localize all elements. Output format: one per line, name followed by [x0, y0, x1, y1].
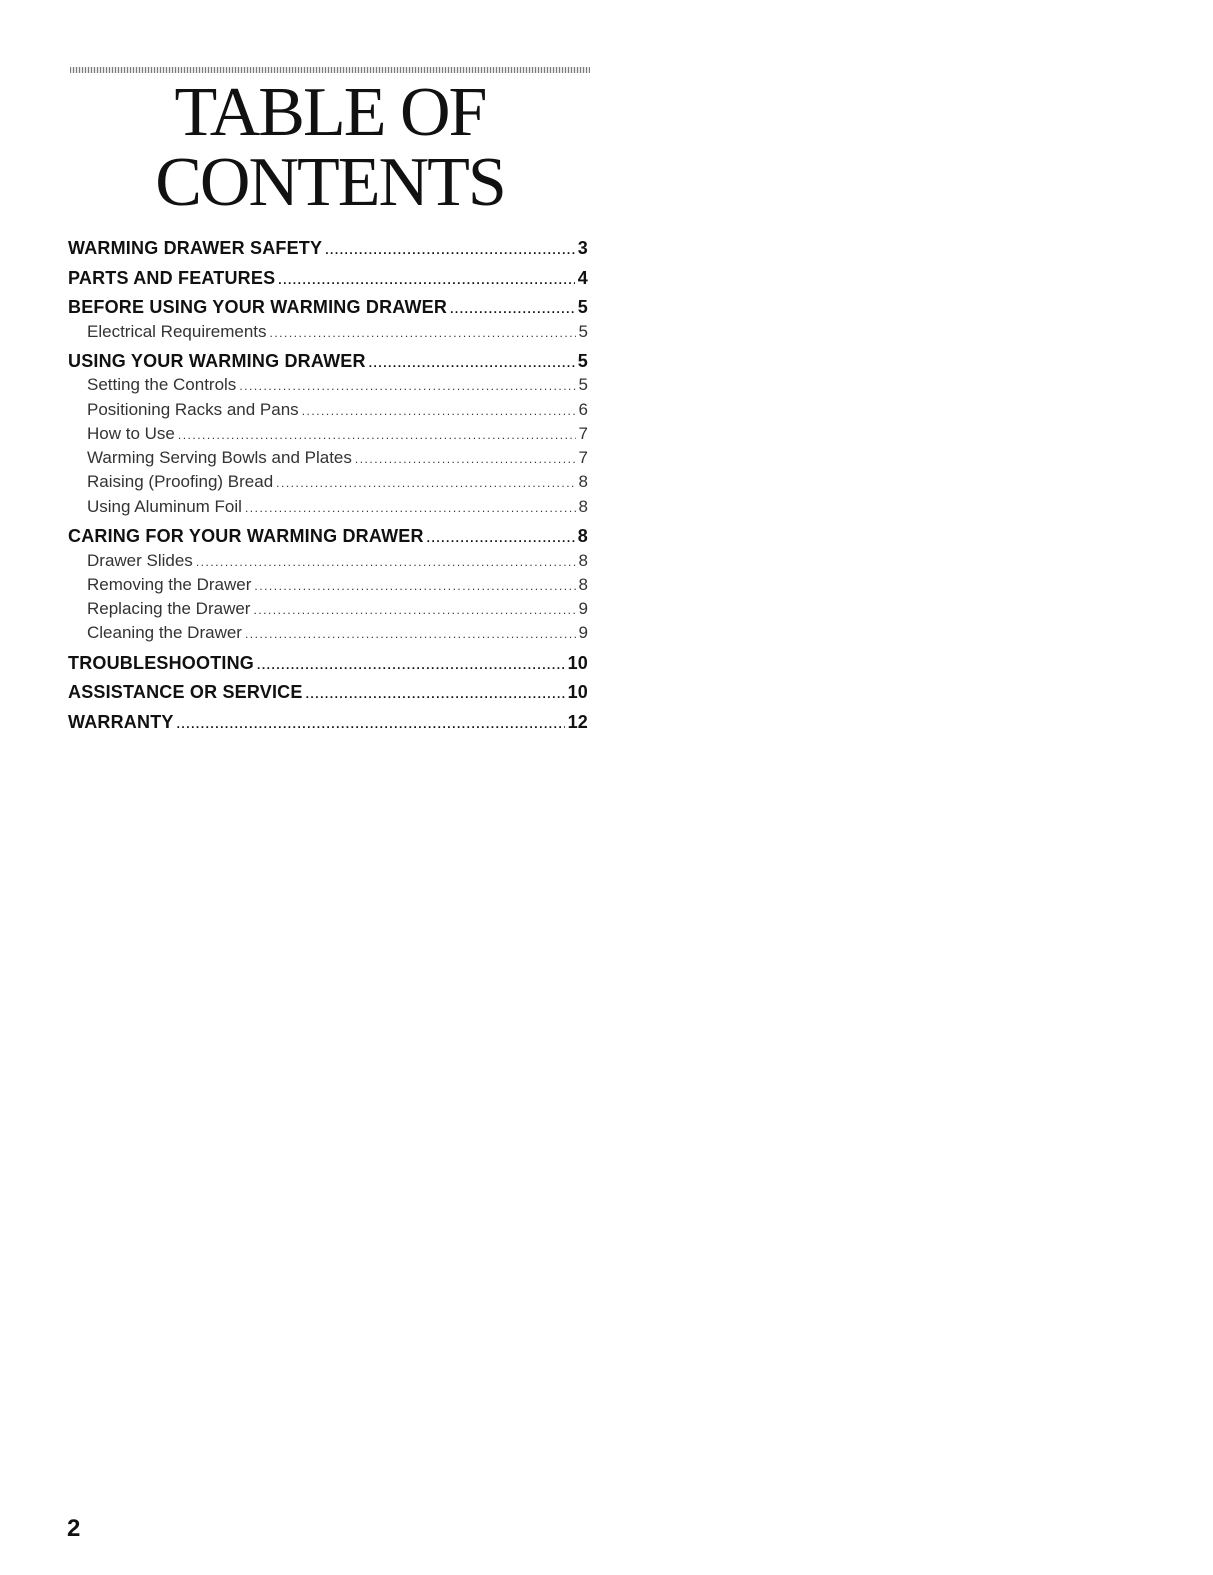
- toc-entry-page: 6: [578, 399, 588, 419]
- toc-section-entry: [68, 710, 588, 735]
- toc-dot-leader: [245, 496, 576, 519]
- toc-dot-leader: [245, 622, 576, 645]
- toc-dot-leader: [239, 374, 575, 397]
- toc-entry-label: Positioning Racks and Pans: [87, 399, 299, 419]
- toc-entry-page: 10: [567, 682, 588, 703]
- toc-entry-label: USING YOUR WARMING DRAWER: [68, 350, 366, 371]
- page-number: 2: [67, 1515, 81, 1542]
- toc-subsection-entry: [68, 549, 588, 573]
- toc-entry-label: Raising (Proofing) Bread: [87, 472, 274, 492]
- toc-entry-page: 10: [567, 652, 588, 673]
- toc-entry-label: PARTS AND FEATURES: [68, 267, 276, 288]
- toc-entry-label: Warming Serving Bowls and Plates: [87, 448, 352, 468]
- toc-dot-leader: [177, 712, 565, 735]
- toc-entry-label: How to Use: [87, 423, 175, 443]
- toc-subsection-entry: [68, 446, 588, 470]
- toc-subsection-entry: [68, 573, 588, 597]
- toc-subsection-entry: [68, 398, 588, 422]
- toc-entry-label: ASSISTANCE OR SERVICE: [68, 682, 303, 703]
- toc-section-entry: [68, 524, 588, 549]
- decorative-top-rule: [70, 67, 590, 73]
- toc-section-entry: [68, 295, 588, 320]
- toc-entry-label: Setting the Controls: [87, 375, 237, 395]
- toc-subsection-entry: [68, 470, 588, 494]
- page-title: [70, 74, 590, 221]
- toc-entry-label: Cleaning the Drawer: [87, 623, 242, 643]
- table-of-contents: [68, 236, 588, 734]
- toc-dot-leader: [254, 574, 575, 597]
- toc-entry-label: Replacing the Drawer: [87, 599, 251, 619]
- toc-section-entry: [68, 236, 588, 261]
- toc-entry-page: 8: [578, 472, 588, 492]
- toc-dot-leader: [253, 598, 575, 621]
- toc-subsection-entry: [68, 320, 588, 344]
- toc-dot-leader: [355, 447, 576, 470]
- toc-dot-leader: [196, 550, 576, 573]
- toc-subsection-entry: [68, 373, 588, 397]
- toc-entry-label: WARRANTY: [68, 711, 174, 732]
- toc-entry-page: 5: [577, 297, 588, 317]
- toc-entry-page: 7: [578, 448, 588, 468]
- toc-section-entry: [68, 349, 588, 374]
- toc-entry-page: 9: [578, 599, 588, 619]
- toc-entry-label: Removing the Drawer: [87, 574, 252, 594]
- toc-subsection-entry: [68, 597, 588, 621]
- toc-dot-leader: [276, 471, 575, 494]
- toc-entry-page: 8: [578, 574, 588, 594]
- toc-entry-page: 5: [578, 375, 588, 395]
- toc-dot-leader: [306, 682, 565, 705]
- toc-entry-label: Drawer Slides: [87, 550, 193, 570]
- toc-subsection-entry: [68, 422, 588, 446]
- page-title-line-2: CONTENTS: [155, 144, 505, 221]
- toc-subsection-entry: [68, 495, 588, 519]
- toc-subsection-entry: [68, 621, 588, 645]
- toc-entry-page: 8: [577, 526, 588, 547]
- toc-dot-leader: [178, 423, 576, 446]
- toc-entry-page: 8: [578, 550, 588, 570]
- toc-dot-leader: [450, 297, 575, 320]
- toc-entry-page: 9: [578, 623, 588, 643]
- toc-dot-leader: [369, 351, 575, 374]
- toc-dot-leader: [270, 321, 576, 344]
- toc-dot-leader: [278, 268, 575, 291]
- toc-entry-label: Using Aluminum Foil: [87, 496, 242, 516]
- toc-entry-page: 7: [578, 423, 588, 443]
- page-title-line-1: TABLE OF: [174, 74, 486, 151]
- toc-dot-leader: [325, 238, 575, 261]
- toc-section-entry: [68, 680, 588, 705]
- toc-entry-page: 4: [577, 267, 588, 288]
- toc-dot-leader: [302, 399, 576, 422]
- toc-entry-page: 5: [578, 321, 588, 341]
- toc-entry-label: TROUBLESHOOTING: [68, 652, 254, 673]
- toc-dot-leader: [257, 653, 565, 676]
- toc-entry-label: BEFORE USING YOUR WARMING DRAWER: [68, 297, 448, 317]
- toc-dot-leader: [427, 526, 575, 549]
- toc-entry-page: 5: [577, 350, 588, 371]
- toc-entry-label: Electrical Requirements: [87, 321, 267, 341]
- toc-section-entry: [68, 651, 588, 676]
- toc-entry-label: CARING FOR YOUR WARMING DRAWER: [68, 526, 424, 547]
- toc-entry-page: 12: [567, 711, 588, 732]
- toc-entry-page: 3: [577, 238, 588, 258]
- toc-entry-label: WARMING DRAWER SAFETY: [68, 238, 323, 258]
- toc-section-entry: [68, 266, 588, 291]
- toc-entry-page: 8: [578, 496, 588, 516]
